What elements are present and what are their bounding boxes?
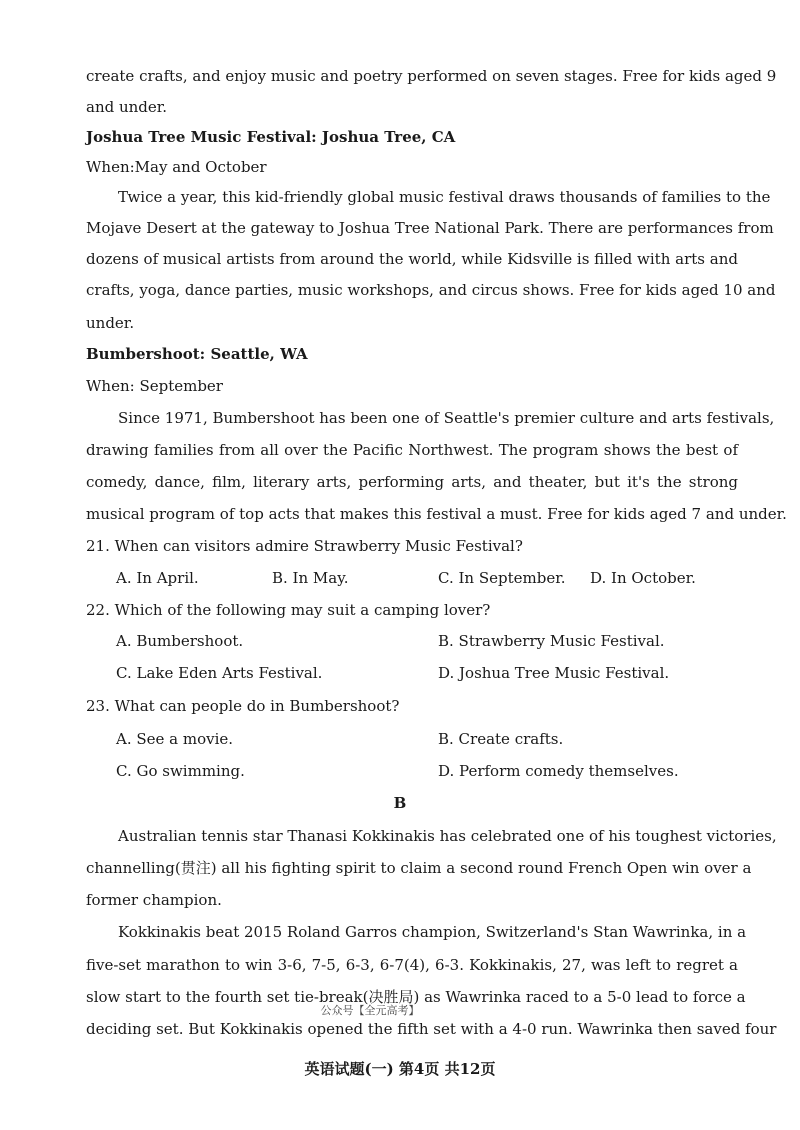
option-23-d[interactable]: D. Perform comedy themselves.	[438, 762, 679, 780]
paragraph-line: comedy, dance, film, literary arts, performing arts, and theater, but it's the strong	[86, 473, 738, 491]
question-21: 21. When can visitors admire Strawberry Music Festival?	[86, 537, 523, 555]
option-22-c[interactable]: C. Lake Eden Arts Festival.	[116, 664, 323, 682]
paragraph-line: and under.	[86, 98, 168, 116]
page-footer: 英语试题(一) 第4页 共12页	[304, 1060, 496, 1078]
festival-title: Bumbershoot: Seattle, WA	[86, 345, 308, 363]
paragraph-line: drawing families from all over the Pacific Northwest. The program shows the best of	[86, 441, 738, 459]
paragraph-line: former champion.	[86, 891, 222, 909]
paragraph-line: dozens of musical artists from around the world, while Kidsville is filled with arts and	[86, 250, 738, 268]
paragraph-line: under.	[86, 314, 135, 332]
festival-when: When:May and October	[86, 158, 267, 176]
option-23-c[interactable]: C. Go swimming.	[116, 762, 245, 780]
festival-when: When: September	[86, 377, 223, 395]
paragraph-line: slow start to the fourth set tie-break(决胜局) as Wawrinka raced to a 5-0 lead to force a	[86, 988, 746, 1006]
option-21-c[interactable]: C. In September.	[438, 569, 566, 587]
paragraph-line: musical program of top acts that makes this festival a must. Free for kids aged 7 and under.	[86, 505, 787, 523]
question-22: 22. Which of the following may suit a camping lover?	[86, 601, 491, 619]
paragraph-line: Since 1971, Bumbershoot has been one of Seattle's premier culture and arts festivals,	[118, 409, 775, 427]
option-22-d[interactable]: D. Joshua Tree Music Festival.	[438, 664, 670, 682]
section-heading: B	[393, 794, 407, 812]
option-21-a[interactable]: A. In April.	[116, 569, 199, 587]
paragraph-line: Mojave Desert at the gateway to Joshua Tree National Park. There are performances from	[86, 219, 774, 237]
paragraph-line: create crafts, and enjoy music and poetry performed on seven stages. Free for kids aged 9	[86, 67, 777, 85]
paragraph-line: Kokkinakis beat 2015 Roland Garros champion, Switzerland's Stan Wawrinka, in a	[118, 923, 747, 941]
paragraph-line: five-set marathon to win 3-6, 7-5, 6-3, 6-7(4), 6-3. Kokkinakis, 27, was left to regret a	[86, 956, 738, 974]
question-23: 23. What can people do in Bumbershoot?	[86, 697, 400, 715]
option-23-a[interactable]: A. See a movie.	[116, 730, 234, 748]
option-21-b[interactable]: B. In May.	[272, 569, 349, 587]
paragraph-line: channelling(贯注) all his fighting spirit to claim a second round French Open win over a	[86, 859, 752, 877]
paragraph-line: Australian tennis star Thanasi Kokkinakis has celebrated one of his toughest victories,	[118, 827, 777, 845]
festival-title: Joshua Tree Music Festival: Joshua Tree, CA	[86, 128, 456, 146]
paragraph-line: crafts, yoga, dance parties, music workshops, and circus shows. Free for kids aged 10 and	[86, 281, 776, 299]
watermark: 公众号【全元高考】	[320, 1004, 420, 1017]
paragraph-line: deciding set. But Kokkinakis opened the fifth set with a 4-0 run. Wawrinka then saved four	[86, 1020, 777, 1038]
option-21-d[interactable]: D. In October.	[590, 569, 696, 587]
paragraph-line: Twice a year, this kid-friendly global music festival draws thousands of families to the	[118, 188, 771, 206]
option-22-a[interactable]: A. Bumbershoot.	[116, 632, 244, 650]
option-22-b[interactable]: B. Strawberry Music Festival.	[438, 632, 665, 650]
option-23-b[interactable]: B. Create crafts.	[438, 730, 564, 748]
